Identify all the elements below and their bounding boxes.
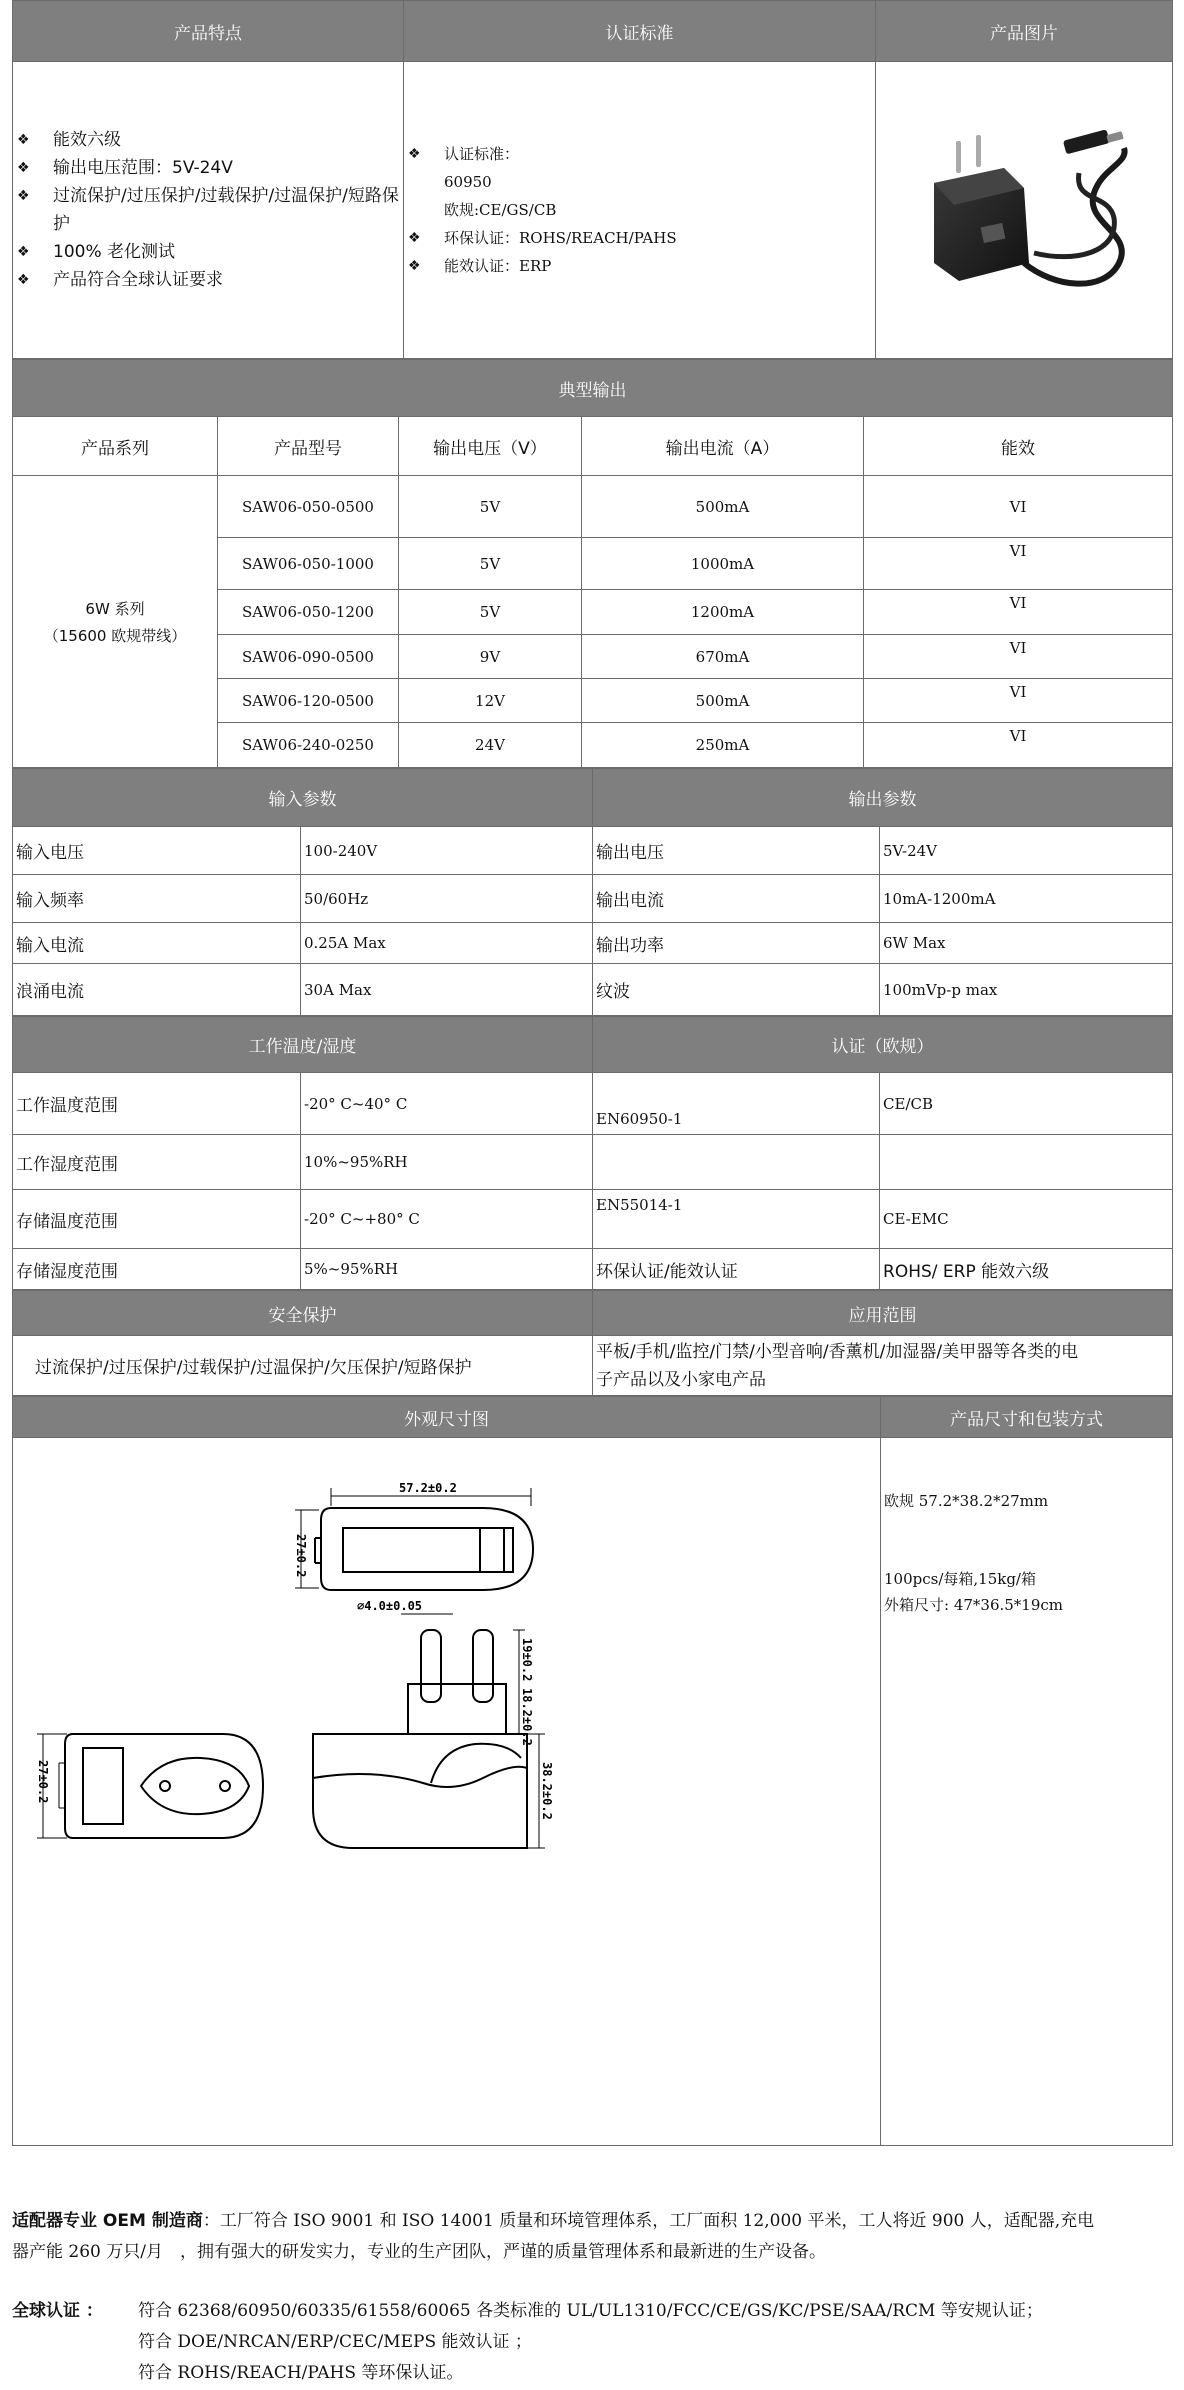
efficiency: VI bbox=[864, 635, 1173, 679]
col-series: 产品系列 bbox=[13, 417, 218, 476]
global-cert-line: 符合 62368/60950/60335/61558/60065 各类标准的 UL/UL1310/FCC/CE/GS/KC/PSE/SAA/RCM 等安规认证； bbox=[138, 2301, 1043, 2321]
packaging-title: 产品尺寸和包装方式 bbox=[881, 1397, 1173, 1438]
dimension-drawing-cell bbox=[13, 1438, 881, 2146]
table-row bbox=[13, 1073, 1173, 1135]
current: 1000mA bbox=[582, 538, 864, 590]
header-features: 产品特点 bbox=[13, 1, 404, 62]
param-label: 浪涌电流 bbox=[13, 964, 301, 1016]
spec-sheet bbox=[12, 0, 1172, 2146]
param-value: 100mVp-p max bbox=[880, 964, 1173, 1016]
model: SAW06-240-0250 bbox=[218, 723, 399, 768]
safety-text: 过流保护/过压保护/过载保护/过温保护/欠压保护/短路保护 bbox=[13, 1336, 593, 1396]
cert-standard-eu: 欧规:CE/GS/CB bbox=[444, 201, 557, 219]
param-value: 5V-24V bbox=[880, 827, 1173, 875]
global-cert-line: 符合 ROHS/REACH/PAHS 等环保认证。 bbox=[138, 2363, 464, 2383]
voltage: 24V bbox=[399, 723, 582, 768]
product-size: 欧规 57.2*38.2*27mm bbox=[884, 1492, 1049, 1510]
application-line: 子产品以及小家电产品 bbox=[596, 1369, 766, 1390]
efficiency: VI bbox=[864, 590, 1173, 635]
table-row bbox=[13, 1249, 1173, 1290]
cert-standard: 环保认证/能效认证 bbox=[593, 1249, 880, 1290]
param-label: 输出电流 bbox=[593, 875, 880, 923]
typical-output-table bbox=[12, 359, 1173, 768]
table-row bbox=[13, 875, 1173, 923]
model: SAW06-120-0500 bbox=[218, 679, 399, 723]
typical-output-title: 典型输出 bbox=[13, 360, 1173, 417]
feature-item: ❖ 输出电压范围：5V-24V bbox=[13, 154, 403, 182]
dim-front-label: 27±0.2 bbox=[36, 1760, 50, 1804]
param-label: 输入电流 bbox=[13, 923, 301, 964]
voltage: 5V bbox=[399, 476, 582, 538]
product-image-cell bbox=[876, 62, 1173, 359]
env-value: 10%~95%RH bbox=[301, 1135, 593, 1190]
table-row bbox=[13, 476, 1173, 538]
table-row bbox=[13, 964, 1173, 1016]
cert-standard-label: ❖ 认证标准： bbox=[404, 140, 875, 168]
cert-mark: ROHS/ ERP 能效六级 bbox=[880, 1249, 1173, 1290]
cert-standard: EN60950-1 bbox=[593, 1073, 880, 1135]
env-value: -20° C~+80° C bbox=[301, 1190, 593, 1249]
output-params-title: 输出参数 bbox=[593, 769, 1173, 827]
param-value: 10mA-1200mA bbox=[880, 875, 1173, 923]
global-cert-line: 符合 DOE/NRCAN/ERP/CEC/MEPS 能效认证 ； bbox=[138, 2332, 532, 2352]
param-value: 6W Max bbox=[880, 923, 1173, 964]
feature-item: ❖ 产品符合全球认证要求 bbox=[13, 266, 403, 294]
env-label: 存储湿度范围 bbox=[13, 1249, 301, 1290]
cert-env: ❖ 环保认证：ROHS/REACH/PAHS bbox=[404, 224, 875, 252]
cert-energy: ❖ 能效认证：ERP bbox=[404, 252, 875, 280]
environment-table bbox=[12, 1016, 1173, 1290]
dim-pin-base-label: 18.2±0.2 bbox=[520, 1688, 534, 1746]
env-value: -20° C~40° C bbox=[301, 1073, 593, 1135]
voltage: 9V bbox=[399, 635, 582, 679]
cert-mark: CE/CB bbox=[880, 1073, 1173, 1135]
col-efficiency: 能效 bbox=[864, 417, 1173, 476]
temp-humidity-title: 工作温度/湿度 bbox=[13, 1017, 593, 1073]
safety-table bbox=[12, 1290, 1173, 1396]
table-row bbox=[13, 1135, 1173, 1190]
voltage: 12V bbox=[399, 679, 582, 723]
cert-standard: EN55014-1 bbox=[593, 1190, 880, 1249]
company-info bbox=[12, 2206, 1172, 2389]
efficiency: VI bbox=[864, 723, 1173, 768]
series-cell bbox=[13, 476, 218, 768]
model: SAW06-090-0500 bbox=[218, 635, 399, 679]
feature-item: ❖ 100% 老化测试 bbox=[13, 238, 403, 266]
env-label: 存储温度范围 bbox=[13, 1190, 301, 1249]
col-voltage: 输出电压（V） bbox=[399, 417, 582, 476]
feature-item: ❖ 过流保护/过压保护/过载保护/过温保护/短路保护 bbox=[13, 182, 403, 238]
header-product-image: 产品图片 bbox=[876, 1, 1173, 62]
table-row bbox=[13, 827, 1173, 875]
efficiency: VI bbox=[864, 476, 1173, 538]
current: 500mA bbox=[582, 476, 864, 538]
cert-mark bbox=[880, 1135, 1173, 1190]
cert-standard-60950: 60950 bbox=[444, 173, 492, 191]
table-row bbox=[13, 1190, 1173, 1249]
dim-width-label: 57.2±0.2 bbox=[399, 1481, 457, 1495]
cert-eu-title: 认证（欧规） bbox=[593, 1017, 1173, 1073]
application-title: 应用范围 bbox=[593, 1291, 1173, 1336]
current: 500mA bbox=[582, 679, 864, 723]
dim-body-label: 38.2±0.2 bbox=[540, 1762, 554, 1820]
overview-table bbox=[12, 0, 1173, 359]
param-value: 100-240V bbox=[301, 827, 593, 875]
param-label: 输入频率 bbox=[13, 875, 301, 923]
certification-cell bbox=[404, 62, 876, 359]
application-line: 平板/手机/监控/门禁/小型音响/香薰机/加湿器/美甲器等各类的电 bbox=[596, 1341, 1079, 1362]
feature-item: ❖ 能效六级 bbox=[13, 126, 403, 154]
series-desc: （15600 欧规带线） bbox=[43, 626, 187, 645]
global-cert-label: 全球认证 ： bbox=[12, 2301, 103, 2321]
dimension-table bbox=[12, 1396, 1173, 2146]
model: SAW06-050-0500 bbox=[218, 476, 399, 538]
col-current: 输出电流（A） bbox=[582, 417, 864, 476]
oem-label: 适配器专业 OEM 制造商 bbox=[12, 2211, 203, 2231]
dimension-title: 外观尺寸图 bbox=[13, 1397, 881, 1438]
carton-size: 外箱尺寸: 47*36.5*19cm bbox=[884, 1596, 1064, 1614]
table-row bbox=[13, 923, 1173, 964]
param-label: 输入电压 bbox=[13, 827, 301, 875]
safety-title: 安全保护 bbox=[13, 1291, 593, 1336]
current: 670mA bbox=[582, 635, 864, 679]
param-label: 输出功率 bbox=[593, 923, 880, 964]
param-value: 0.25A Max bbox=[301, 923, 593, 964]
oem-text: ：工厂符合 ISO 9001 和 ISO 14001 质量和环境管理体系，工厂面积 12,000 平米，工人将近 900 人，适配器,充电 bbox=[202, 2211, 1095, 2231]
dim-pin-diameter-label: ⌀4.0±0.05 bbox=[357, 1599, 423, 1613]
oem-paragraph bbox=[12, 2206, 1172, 2268]
packaging-cell bbox=[881, 1438, 1173, 2146]
param-value: 30A Max bbox=[301, 964, 593, 1016]
adapter-photo-icon bbox=[904, 113, 1144, 303]
model: SAW06-050-1000 bbox=[218, 538, 399, 590]
series-name: 6W 系列 bbox=[85, 599, 145, 618]
efficiency: VI bbox=[864, 538, 1173, 590]
oem-text-2: 器产能 260 万只/月 ，拥有强大的研发实力，专业的生产团队，严谨的质量管理体系和最新进的生产设备。 bbox=[12, 2242, 826, 2262]
cert-standard bbox=[593, 1135, 880, 1190]
col-model: 产品型号 bbox=[218, 417, 399, 476]
env-label: 工作温度范围 bbox=[13, 1073, 301, 1135]
current: 250mA bbox=[582, 723, 864, 768]
header-certification: 认证标准 bbox=[404, 1, 876, 62]
current: 1200mA bbox=[582, 590, 864, 635]
env-value: 5%~95%RH bbox=[301, 1249, 593, 1290]
dim-height-label: 27±0.2 bbox=[294, 1534, 308, 1578]
model: SAW06-050-1200 bbox=[218, 590, 399, 635]
dim-pin-length-label: 19±0.2 bbox=[520, 1638, 534, 1682]
voltage: 5V bbox=[399, 590, 582, 635]
env-label: 工作湿度范围 bbox=[13, 1135, 301, 1190]
cert-mark: CE-EMC bbox=[880, 1190, 1173, 1249]
features-cell bbox=[13, 62, 404, 359]
efficiency: VI bbox=[864, 679, 1173, 723]
application-cell bbox=[593, 1336, 1173, 1396]
params-table bbox=[12, 768, 1173, 1016]
param-label: 输出电压 bbox=[593, 827, 880, 875]
global-cert bbox=[12, 2296, 1172, 2389]
packing-quantity: 100pcs/每箱,15kg/箱 bbox=[884, 1570, 1036, 1588]
input-params-title: 输入参数 bbox=[13, 769, 593, 827]
voltage: 5V bbox=[399, 538, 582, 590]
features-list bbox=[13, 126, 403, 294]
param-label: 纹波 bbox=[593, 964, 880, 1016]
param-value: 50/60Hz bbox=[301, 875, 593, 923]
dimension-drawing bbox=[13, 1438, 879, 2144]
